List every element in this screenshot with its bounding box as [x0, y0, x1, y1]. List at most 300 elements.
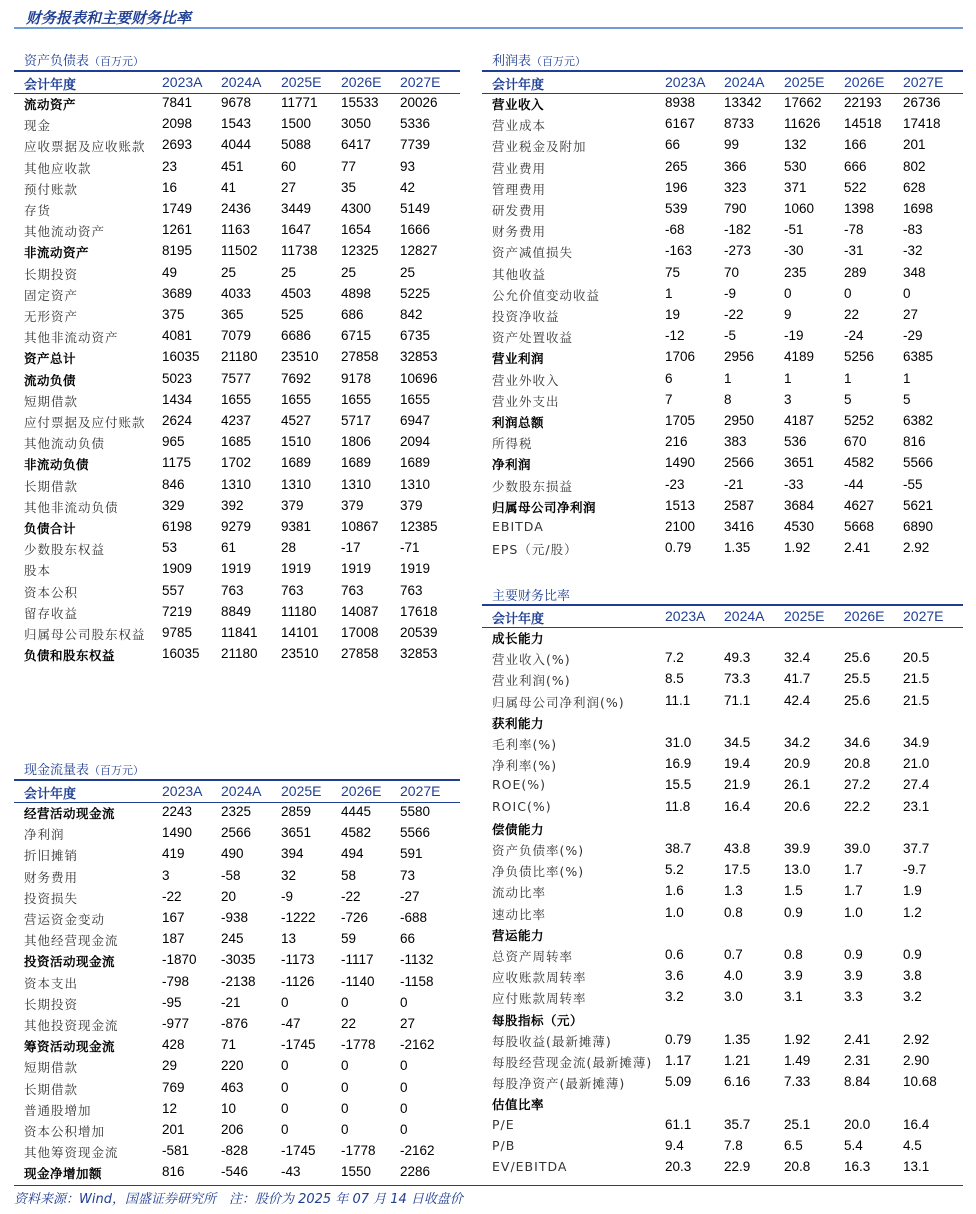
row-label: 负债和股东权益 — [24, 648, 116, 664]
cell-value: 17618 — [400, 603, 438, 619]
table-row — [482, 1051, 963, 1072]
column-header-label: 会计年度 — [24, 787, 77, 802]
cell-value: -2162 — [400, 1037, 435, 1053]
cell-value: 32 — [281, 867, 297, 883]
table-row — [482, 263, 963, 284]
cell-value: 4582 — [844, 455, 875, 471]
cell-value: 20.8 — [844, 756, 871, 772]
row-label: 其他经营现金流 — [24, 933, 119, 949]
cell-value: 670 — [844, 434, 867, 450]
cell-value: -17 — [341, 540, 361, 556]
cell-value: 5252 — [844, 413, 875, 428]
cell-value: 2.41 — [844, 1031, 871, 1047]
cell-value: 0 — [341, 1079, 349, 1095]
column-header-year: 2026E — [844, 74, 885, 90]
column-header-year: 2025E — [281, 783, 322, 799]
cell-value: 8733 — [724, 116, 755, 132]
cell-value: 1.2 — [903, 904, 922, 920]
cell-value: 4187 — [784, 413, 815, 428]
cell-value: 66 — [665, 137, 681, 153]
section-row — [482, 411, 963, 432]
table-row — [482, 1136, 963, 1157]
cell-value: 6.5 — [784, 1137, 803, 1153]
cell-value: 39.9 — [784, 841, 811, 856]
cell-value: 8.5 — [665, 671, 684, 687]
table-row — [482, 1115, 963, 1136]
section-row — [482, 712, 963, 733]
row-label: 其他筹资现金流 — [24, 1145, 119, 1161]
cell-value: 1 — [724, 370, 732, 386]
row-label: 资本支出 — [24, 975, 79, 991]
cell-value: 132 — [784, 137, 807, 153]
cell-value: 21.5 — [903, 692, 930, 708]
table-row — [14, 326, 460, 347]
cell-value: 3.1 — [784, 989, 803, 1005]
cell-value: -9 — [724, 285, 737, 301]
cell-value: 1175 — [162, 455, 192, 471]
table-row — [482, 966, 963, 987]
cell-value: 17662 — [784, 95, 822, 110]
cell-value: -2162 — [400, 1143, 435, 1159]
cell-value: 34.2 — [784, 735, 811, 750]
cell-value: -1126 — [281, 973, 315, 989]
cell-value: 27.2 — [844, 777, 871, 793]
row-label: 应收票据及应收账款 — [24, 139, 146, 155]
cell-value: 11.1 — [665, 692, 691, 708]
cell-value: -1778 — [341, 1143, 376, 1159]
cell-value: -27 — [400, 888, 420, 904]
cell-value: 816 — [162, 1164, 185, 1180]
table-row — [14, 199, 460, 220]
table-row — [482, 241, 963, 262]
cell-value: -581 — [162, 1143, 190, 1159]
cell-value: 366 — [724, 158, 747, 174]
ratios-title-text: 主要财务比率 — [492, 589, 571, 604]
cell-value: -1745 — [281, 1037, 316, 1053]
section-row — [482, 453, 963, 474]
cell-value: -938 — [221, 910, 249, 925]
cell-value: 1398 — [844, 201, 875, 216]
cell-value: 1510 — [281, 434, 312, 450]
cell-value: 265 — [665, 158, 688, 174]
cell-value: 2566 — [724, 455, 755, 471]
cell-value: 32853 — [400, 349, 438, 365]
cell-value: 1.49 — [784, 1053, 811, 1068]
section-row — [14, 802, 460, 823]
row-label: 营业外支出 — [492, 393, 560, 409]
cell-value: 5566 — [903, 455, 934, 471]
row-label: 资本公积增加 — [24, 1124, 106, 1139]
balance-sheet-title — [24, 50, 144, 69]
row-label: 营运能力 — [492, 927, 545, 943]
row-label: 现金 — [24, 118, 52, 134]
cell-value: 27.4 — [903, 777, 930, 793]
cell-value: 1.35 — [724, 1031, 751, 1047]
cell-value: 1.0 — [844, 904, 863, 920]
row-label: 营业税金及附加 — [492, 139, 587, 155]
cell-value: 965 — [162, 434, 185, 450]
row-label: 营业收入(%) — [492, 652, 571, 668]
cell-value: 7.8 — [724, 1137, 743, 1153]
cell-value: -1173 — [281, 952, 315, 968]
cell-value: 25 — [341, 264, 357, 280]
table-row — [14, 263, 460, 284]
table-row — [482, 775, 963, 796]
cell-value: 75 — [665, 264, 681, 280]
cell-value: 14518 — [844, 116, 882, 132]
table-row — [482, 390, 963, 411]
cell-value: 49.3 — [724, 650, 751, 666]
cell-value: 8195 — [162, 243, 193, 259]
cell-value: 216 — [665, 434, 688, 450]
cell-value: 17008 — [341, 625, 379, 640]
cell-value: 22193 — [844, 95, 882, 110]
row-label: 资产总计 — [24, 351, 77, 367]
cell-value: 1654 — [341, 222, 372, 238]
column-header-year: 2024A — [221, 74, 262, 90]
cell-value: 21180 — [221, 349, 258, 365]
table-row — [14, 602, 460, 623]
cell-value: 7079 — [221, 328, 252, 344]
table-row — [482, 733, 963, 754]
section-row — [14, 347, 460, 368]
cell-value: 22.9 — [724, 1159, 751, 1174]
table-row — [14, 887, 460, 908]
cell-value: 12827 — [400, 243, 438, 259]
balance-sheet-unit: （百万元） — [89, 55, 145, 68]
cell-value: 6715 — [341, 328, 372, 344]
cell-value: 0 — [281, 1079, 289, 1095]
cell-value: 8938 — [665, 95, 696, 110]
column-header-year: 2027E — [400, 74, 441, 90]
cell-value: 3.9 — [844, 968, 863, 984]
cell-value: -9.7 — [903, 862, 927, 878]
cell-value: -977 — [162, 1016, 190, 1031]
table-row — [482, 157, 963, 178]
cell-value: 20539 — [400, 625, 438, 640]
row-label: 应付账款周转率 — [492, 991, 587, 1007]
table-row — [14, 844, 460, 865]
cell-value: 2587 — [724, 497, 755, 513]
cell-value: -2138 — [221, 973, 256, 989]
row-label: 获利能力 — [492, 715, 545, 731]
cell-value: -47 — [281, 1016, 301, 1031]
cell-value: 41 — [221, 179, 237, 195]
cashflow-title-text: 现金流量表 — [24, 763, 90, 778]
section-row — [14, 644, 460, 665]
cell-value: 494 — [341, 846, 364, 862]
cell-value: 29 — [162, 1058, 178, 1074]
column-header-year: 2027E — [903, 608, 944, 624]
row-label: 归属母公司股东权益 — [24, 627, 146, 642]
cell-value: -22 — [724, 307, 744, 322]
row-label: 资产负债率(%) — [492, 843, 585, 858]
cell-value: 1.92 — [784, 1031, 811, 1047]
section-row — [14, 1035, 460, 1056]
cell-value: 17418 — [903, 116, 941, 132]
cell-value: -19 — [784, 328, 804, 344]
cell-value: 1500 — [281, 116, 312, 132]
cell-value: 35.7 — [724, 1116, 751, 1132]
cell-value: 379 — [400, 497, 423, 513]
cell-value: 6735 — [400, 328, 431, 344]
row-label: 营运资金变动 — [24, 912, 106, 927]
cell-value: 0 — [281, 1058, 289, 1074]
cell-value: 539 — [665, 201, 688, 216]
cell-value: 13.1 — [903, 1159, 930, 1174]
cell-value: 2325 — [221, 804, 252, 819]
cell-value: -24 — [844, 328, 864, 344]
cell-value: -55 — [903, 476, 923, 492]
cell-value: 1909 — [162, 561, 193, 577]
cell-value: 5.2 — [665, 862, 684, 878]
cell-value: 763 — [281, 582, 304, 598]
cell-value: 19.4 — [724, 756, 751, 772]
column-header-year: 2025E — [784, 608, 825, 624]
row-label: 每股经营现金流(最新摊薄) — [492, 1055, 653, 1070]
cell-value: 3.6 — [665, 968, 684, 984]
table-row — [482, 648, 963, 669]
row-label: 资产减值损失 — [492, 245, 574, 261]
table-row — [14, 284, 460, 305]
ratios-panel — [482, 583, 963, 1185]
cell-value: 25.5 — [844, 671, 871, 687]
cell-value: 769 — [162, 1079, 185, 1095]
table-row — [14, 559, 460, 580]
row-label: 其他应收款 — [24, 160, 92, 176]
cell-value: -29 — [903, 328, 923, 344]
cell-value: 21.5 — [903, 671, 930, 687]
cell-value: 5149 — [400, 201, 431, 216]
cell-value: 5566 — [400, 825, 431, 841]
row-label: 流动负债 — [24, 372, 77, 388]
cell-value: 23 — [162, 158, 178, 174]
cell-value: 5668 — [844, 519, 875, 534]
cell-value: 1655 — [341, 391, 372, 407]
table-row — [482, 860, 963, 881]
cell-value: 0 — [341, 1122, 349, 1137]
cell-value: 5717 — [341, 413, 372, 428]
row-label: 无形资产 — [24, 309, 79, 324]
row-label: 净利率(%) — [492, 758, 558, 774]
cell-value: 4627 — [844, 497, 875, 513]
cell-value: 0 — [341, 1100, 349, 1116]
income-statement-title-text: 利润表 — [492, 54, 532, 69]
cell-value: 25 — [400, 264, 416, 280]
cell-value: 59 — [341, 931, 357, 947]
cell-value: -182 — [724, 222, 752, 238]
cell-value: 16 — [162, 179, 178, 195]
cell-value: 34.5 — [724, 735, 751, 750]
table-row — [482, 326, 963, 347]
row-label: EV/EBITDA — [492, 1159, 568, 1174]
column-header-year: 2026E — [341, 74, 382, 90]
cell-value: 11841 — [221, 625, 258, 640]
column-header-year: 2025E — [281, 74, 322, 90]
cell-value: 187 — [162, 931, 185, 947]
cell-value: 1806 — [341, 434, 372, 450]
row-label: 公允价值变动收益 — [492, 287, 601, 303]
table-row — [482, 987, 963, 1008]
cell-value: 2.41 — [844, 540, 871, 556]
cell-value: 7.33 — [784, 1074, 811, 1090]
cell-value: -44 — [844, 476, 864, 492]
row-label: 短期借款 — [24, 1060, 79, 1076]
cell-value: 8.84 — [844, 1074, 871, 1090]
row-label: 总资产周转率 — [492, 949, 574, 964]
row-label: 所得税 — [492, 436, 533, 452]
cell-value: 1689 — [400, 455, 431, 471]
table-row — [482, 305, 963, 326]
row-label: 折旧摊销 — [24, 848, 79, 864]
row-label: 应付票据及应付账款 — [24, 415, 146, 430]
table-row — [14, 411, 460, 432]
cell-value: 0 — [903, 285, 911, 301]
table-row — [14, 929, 460, 950]
cell-value: 19 — [665, 307, 681, 322]
row-label: 应收账款周转率 — [492, 970, 587, 986]
cell-value: 25 — [221, 264, 237, 280]
cell-value: 12385 — [400, 519, 438, 534]
cell-value: 16.9 — [665, 756, 692, 772]
table-row — [14, 1078, 460, 1099]
column-header-year: 2023A — [162, 74, 203, 90]
cell-value: 0 — [281, 994, 289, 1010]
cell-value: 3684 — [784, 497, 815, 513]
cell-value: 0.8 — [724, 904, 743, 920]
title-rule — [14, 27, 963, 29]
page-title: 财务报表和主要财务比率 — [26, 9, 192, 27]
table-row — [14, 623, 460, 644]
cell-value: 6686 — [281, 328, 312, 344]
column-header-year: 2024A — [221, 783, 262, 799]
cell-value: 60 — [281, 158, 297, 174]
cell-value: 27 — [281, 179, 297, 195]
cell-value: 21.9 — [724, 777, 751, 793]
cell-value: 12325 — [341, 243, 379, 259]
row-label: 利润总额 — [492, 415, 545, 430]
cell-value: 1.3 — [724, 883, 743, 899]
cell-value: 1.92 — [784, 540, 811, 556]
cell-value: 37.7 — [903, 841, 930, 856]
cell-value: 42.4 — [784, 692, 811, 708]
cell-value: 0.9 — [844, 947, 863, 962]
cell-value: 38.7 — [665, 841, 692, 856]
cell-value: 0.8 — [784, 947, 803, 962]
cashflow-panel — [14, 757, 460, 1187]
row-label: 短期借款 — [24, 393, 79, 409]
cell-value: 53 — [162, 540, 178, 556]
cell-value: 348 — [903, 264, 926, 280]
cell-value: 2.92 — [903, 540, 930, 556]
cell-value: 1.7 — [844, 883, 863, 899]
row-label: 毛利率(%) — [492, 737, 558, 752]
income-statement-unit: （百万元） — [531, 55, 587, 68]
table-row — [482, 1072, 963, 1093]
cell-value: 26.1 — [784, 777, 811, 793]
cell-value: 591 — [400, 846, 423, 862]
cell-value: 628 — [903, 179, 926, 195]
row-label: 其他非流动资产 — [24, 330, 119, 346]
cell-value: 2950 — [724, 413, 755, 428]
cell-value: 32.4 — [784, 650, 811, 666]
table-row — [14, 1120, 460, 1141]
cell-value: 0 — [341, 1058, 349, 1074]
row-label: 长期借款 — [24, 478, 79, 494]
cell-value: 0 — [400, 1079, 408, 1095]
cell-value: 557 — [162, 582, 185, 598]
cell-value: 66 — [400, 931, 416, 947]
cell-value: -23 — [665, 476, 685, 492]
cell-value: 1513 — [665, 497, 696, 513]
table-row — [14, 993, 460, 1014]
cell-value: 2436 — [221, 201, 252, 216]
table-row — [14, 475, 460, 496]
cell-value: -9 — [281, 888, 294, 904]
cell-value: 11502 — [221, 243, 258, 259]
cell-value: 14101 — [281, 625, 319, 640]
row-label: P/B — [492, 1137, 516, 1153]
row-label: 营业外收入 — [492, 372, 560, 388]
cell-value: 13.0 — [784, 862, 811, 878]
cell-value: 58 — [341, 867, 357, 883]
row-label: 其他流动资产 — [24, 224, 106, 240]
cell-value: 525 — [281, 307, 304, 322]
row-label: 长期投资 — [24, 996, 79, 1012]
cell-value: 9381 — [281, 519, 312, 534]
section-row — [482, 627, 963, 648]
table-row — [482, 754, 963, 775]
row-label: 长期投资 — [24, 266, 79, 282]
section-row — [482, 818, 963, 839]
cell-value: 14087 — [341, 603, 379, 619]
row-label: 非流动资产 — [24, 245, 90, 261]
row-label: 流动比率 — [492, 885, 547, 901]
table-row — [14, 1056, 460, 1077]
row-label: 其他非流动负债 — [24, 499, 119, 515]
source-footnote: 资料来源：Wind，国盛证券研究所 注：股价为 2025 年 07 月 14 日收盘价 — [14, 1192, 463, 1207]
cell-value: 34.6 — [844, 735, 871, 750]
cell-value: 2286 — [400, 1164, 431, 1180]
table-row — [482, 114, 963, 135]
cell-value: -22 — [341, 888, 361, 904]
cell-value: 0 — [784, 285, 792, 301]
row-label: 其他收益 — [492, 266, 547, 282]
cell-value: -798 — [162, 973, 190, 989]
cell-value: 5336 — [400, 116, 431, 132]
row-label: 估值比率 — [492, 1097, 545, 1113]
cell-value: 2859 — [281, 804, 312, 819]
table-row — [14, 972, 460, 993]
cell-value: 1666 — [400, 222, 431, 238]
cell-value: 1749 — [162, 201, 193, 216]
table-row — [14, 1099, 460, 1120]
row-label: ROE(%) — [492, 777, 547, 793]
cell-value: 25.1 — [784, 1116, 811, 1132]
cell-value: 25.6 — [844, 692, 871, 708]
cell-value: 15533 — [341, 95, 379, 110]
table-row — [14, 157, 460, 178]
table-row — [482, 517, 963, 538]
cell-value: 22 — [844, 307, 860, 322]
cell-value: 1.0 — [665, 904, 684, 920]
cell-value: 6198 — [162, 519, 193, 534]
cell-value: 3.8 — [903, 968, 922, 984]
cell-value: 1310 — [341, 476, 372, 492]
cell-value: 21180 — [221, 646, 258, 662]
row-label: 速动比率 — [492, 906, 547, 922]
column-header-year: 2023A — [162, 783, 203, 799]
